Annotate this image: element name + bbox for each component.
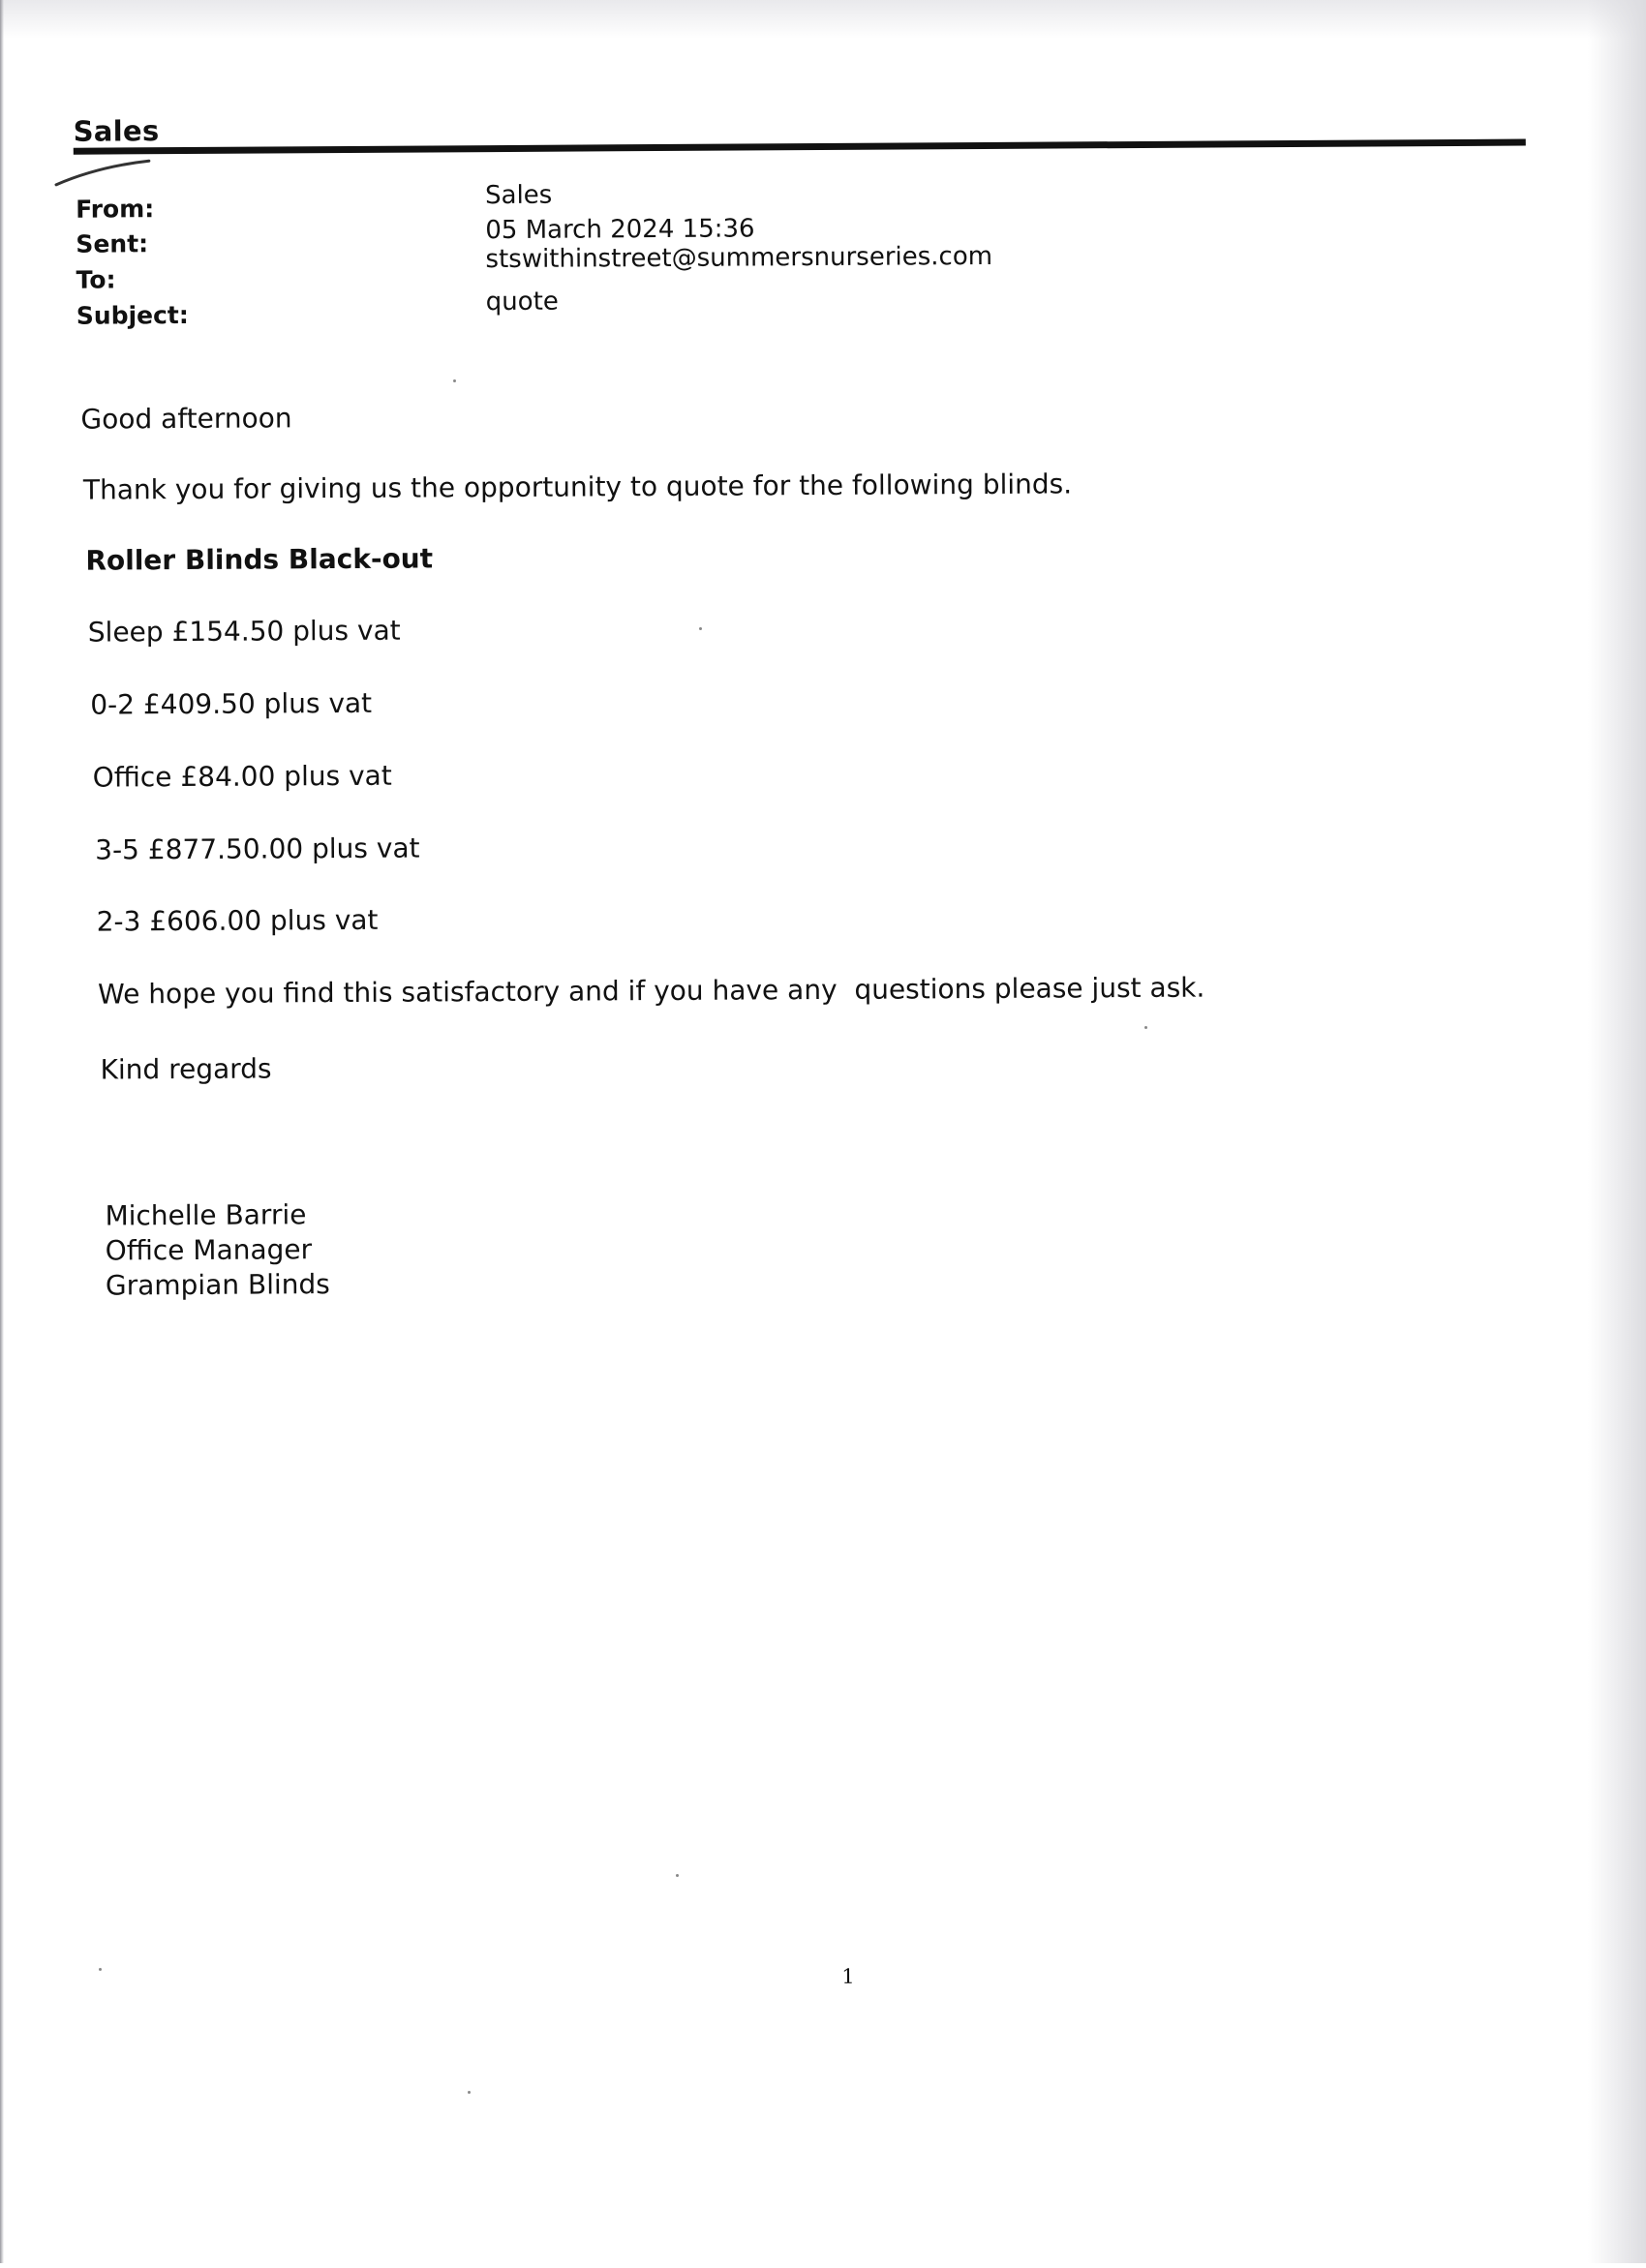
signature-name: Michelle Barrie — [105, 1198, 307, 1232]
sign-off: Kind regards — [100, 1052, 272, 1086]
quote-line: Sleep £154.50 plus vat — [87, 614, 401, 649]
subject-label: Subject: — [76, 300, 189, 330]
scan-speck — [453, 379, 456, 382]
scan-speck — [699, 627, 702, 630]
sent-value: 05 March 2024 15:36 — [485, 214, 755, 246]
scan-speck — [1144, 1026, 1147, 1029]
scan-speck — [676, 1874, 679, 1877]
scan-speck — [468, 2091, 471, 2094]
section-heading: Roller Blinds Black-out — [85, 542, 434, 577]
greeting: Good afternoon — [80, 402, 292, 436]
from-value: Sales — [484, 180, 553, 211]
signature-company: Grampian Blinds — [105, 1268, 330, 1302]
mailbox-name: Sales — [73, 114, 160, 148]
to-label: To: — [76, 265, 116, 294]
closing-line: We hope you find this satisfactory and if you have any questions please just ask. — [98, 971, 1205, 1011]
quote-line: 0-2 £409.50 plus vat — [90, 686, 373, 721]
page-number: 1 — [841, 1964, 855, 1988]
sent-label: Sent: — [76, 229, 149, 258]
header-rule — [74, 139, 1526, 155]
quote-line: 3-5 £877.50.00 plus vat — [95, 832, 420, 866]
signature-title: Office Manager — [105, 1233, 313, 1267]
subject-value: quote — [485, 287, 559, 318]
intro-line: Thank you for giving us the opportunity to quote for the following blinds. — [82, 468, 1073, 506]
quote-line: 2-3 £606.00 plus vat — [96, 903, 379, 938]
quote-line: Office £84.00 plus vat — [92, 759, 392, 794]
from-label: From: — [76, 195, 155, 224]
scan-speck — [99, 1968, 102, 1971]
to-value: stswithinstreet@summersnurseries.com — [485, 241, 993, 275]
pen-mark-icon — [54, 159, 151, 189]
